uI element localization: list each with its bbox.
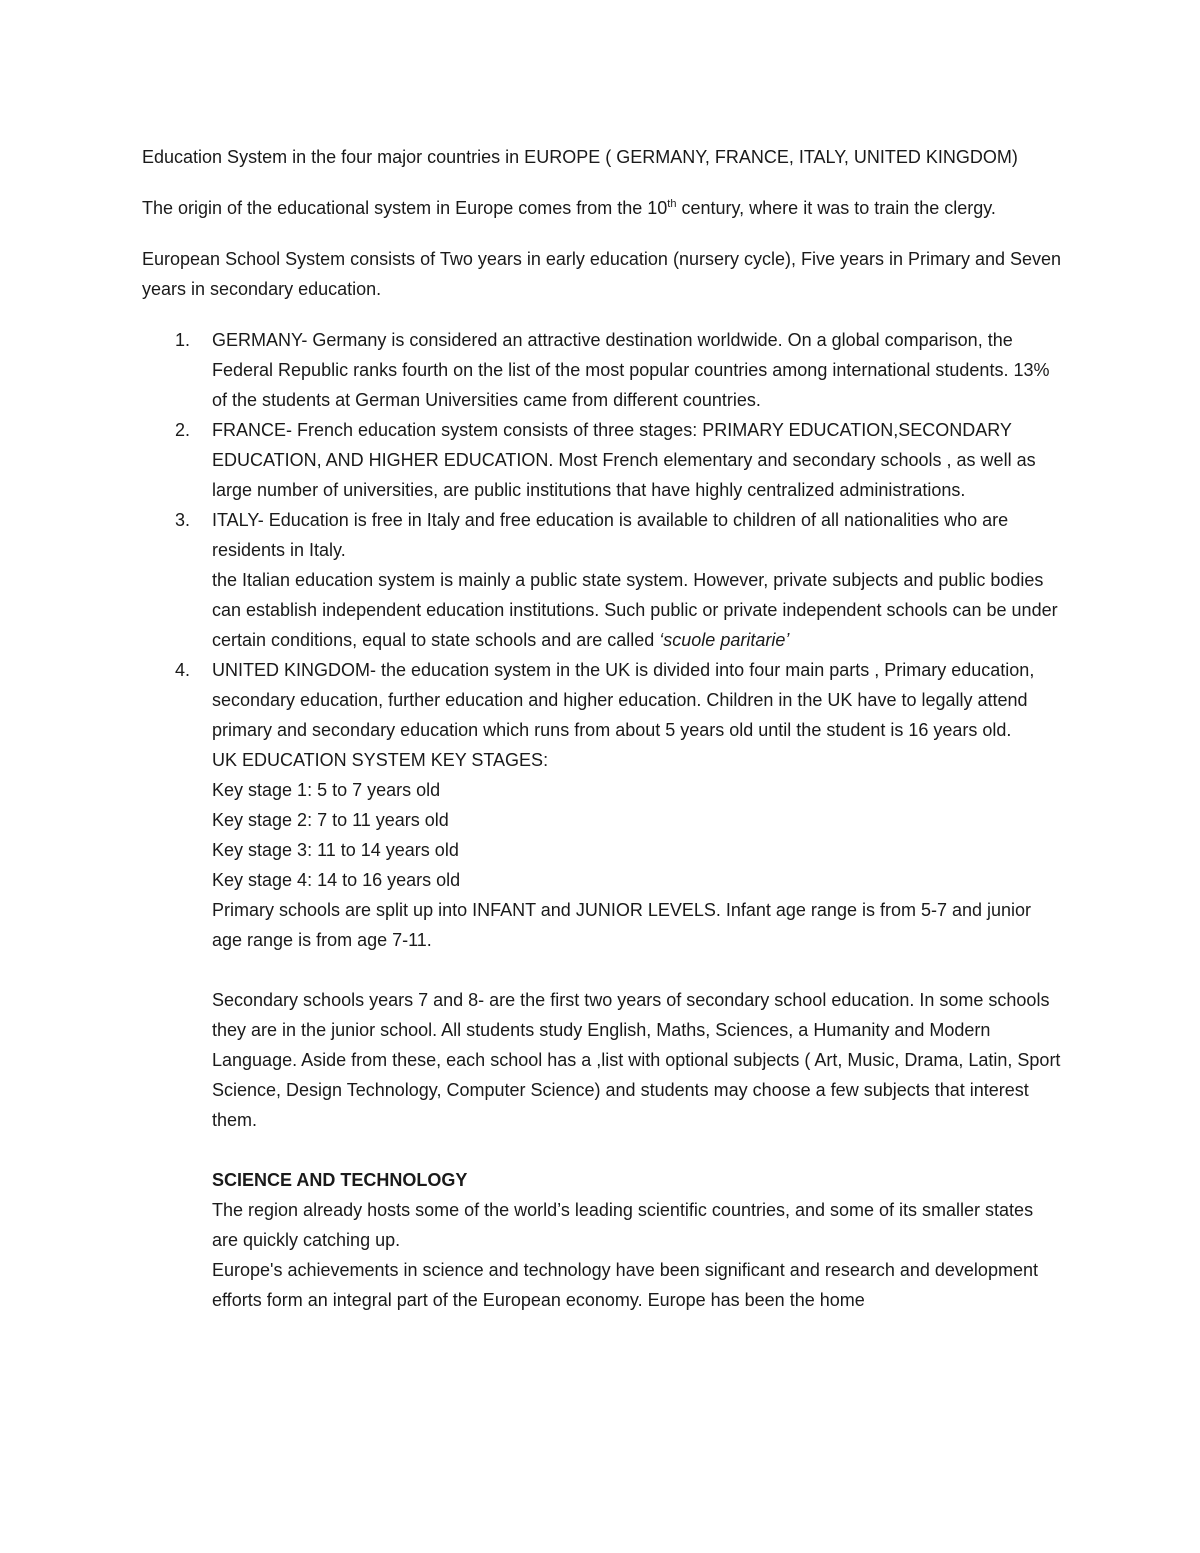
list-number: 2. [175, 420, 191, 440]
list-item-germany [142, 325, 1062, 415]
origin-superscript: th [667, 198, 677, 210]
key-stage-3: Key stage 3: 11 to 14 years old [212, 840, 459, 860]
origin-text-before: The origin of the educational system in Europe comes from the 10 [142, 198, 668, 218]
list-item-france [142, 415, 1062, 505]
uk-text: UNITED KINGDOM- the education system in the UK is divided into four main parts , Primary education, secondary education, further education and higher education. Children in the UK have to legally attend primary and secondary education which runs from about 5 years old until the student is 16 years old. [212, 660, 1035, 740]
key-stage-2: Key stage 2: 7 to 11 years old [212, 810, 449, 830]
spacer [212, 1135, 1062, 1165]
list-item-united-kingdom [142, 655, 1062, 1315]
france-text: FRANCE- French education system consists of three stages: PRIMARY EDUCATION,SECONDARY EDUCATION, AND HIGHER EDUCATION. Most French elementary and secondary schools , as well as large number of universities, are public institutions that have highly centralized administrations. [212, 420, 1036, 500]
list-number: 3. [175, 510, 191, 530]
countries-list [142, 325, 1062, 1315]
origin-text-after: century, where it was to train the clergy. [676, 198, 996, 218]
school-system-paragraph: European School System consists of Two years in early education (nursery cycle), Five years in Primary and Seven years in secondary education. [142, 249, 1062, 299]
list-item-italy [142, 505, 1062, 655]
primary-schools-note: Primary schools are split up into INFANT and JUNIOR LEVELS. Infant age range is from 5-7 and junior age range is from age 7-11. [212, 900, 1032, 950]
key-stage-4: Key stage 4: 14 to 16 years old [212, 870, 461, 890]
science-paragraph-2: Europe's achievements in science and technology have been significant and research and development efforts form an integral part of the European economy. Europe has been the home [212, 1260, 1038, 1310]
list-number: 4. [175, 660, 191, 680]
key-stage-1: Key stage 1: 5 to 7 years old [212, 780, 441, 800]
secondary-schools-note: Secondary schools years 7 and 8- are the first two years of secondary school education. In some schools they are in the junior school. All students study English, Maths, Sciences, a Humanity and Modern Language. Aside from these, each school has a ,list with optional subjects ( Art, Music, Drama, Latin, Sport Science, Design Technology, Computer Science) and students may choose a few subjects that interest them. [212, 990, 1061, 1130]
list-number: 1. [175, 330, 191, 350]
germany-text: GERMANY- Germany is considered an attractive destination worldwide. On a global comparison, the Federal Republic ranks fourth on the list of the most popular countries among international students. 13% of the students at German Universities came from different countries. [212, 330, 1050, 410]
origin-paragraph [142, 193, 1062, 223]
italy-text: ITALY- Education is free in Italy and free education is available to children of all nationalities who are residents in Italy. [212, 510, 1009, 560]
key-stages-heading: UK EDUCATION SYSTEM KEY STAGES: [212, 750, 549, 770]
science-technology-heading: SCIENCE AND TECHNOLOGY [212, 1170, 468, 1190]
document-title: Education System in the four major countries in EUROPE ( GERMANY, FRANCE, ITALY, UNITED KINGDOM) [142, 147, 1018, 167]
science-paragraph-1: The region already hosts some of the world’s leading scientific countries, and some of its smaller states are quickly catching up. [212, 1200, 1034, 1250]
document-body [142, 142, 1062, 1315]
spacer [212, 955, 1062, 985]
italy-text-continued [212, 565, 1062, 655]
italy-system-text: the Italian education system is mainly a public state system. However, private subjects and public bodies can establish independent education institutions. Such public or private independent schools can be under certain conditions, equal to state schools and are called [212, 570, 1058, 650]
scuole-paritarie-term: ‘scuole paritarie’ [659, 630, 790, 650]
